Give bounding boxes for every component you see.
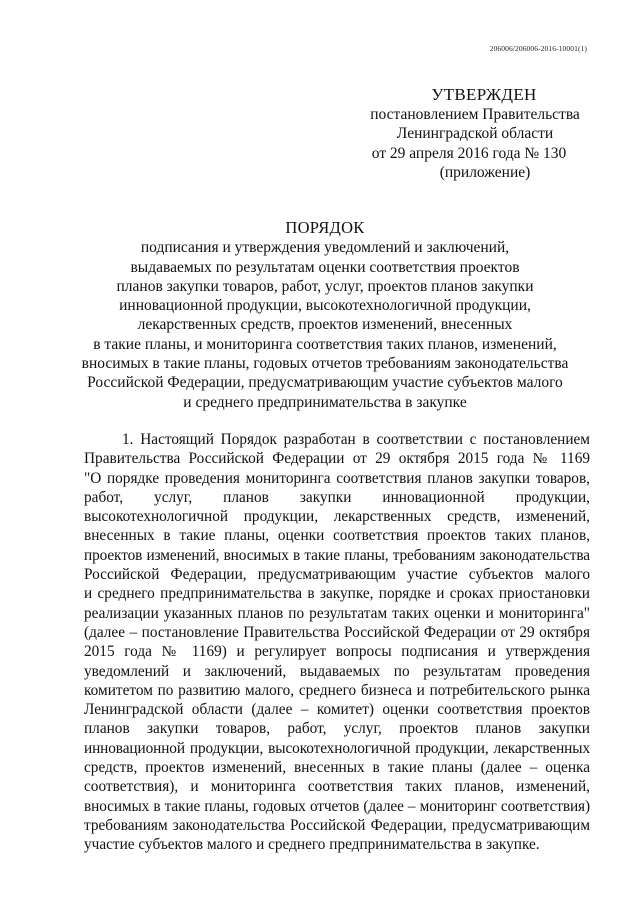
paragraph-line: Правительства Российской Федерации от 29 октября 2015 года № 1169 <box>84 450 590 468</box>
approval-line: постановлением Правительства <box>370 105 580 123</box>
paragraph-line: участие субъектов малого и среднего предпринимательства в закупке. <box>84 836 540 854</box>
heading-line: вносимых в такие планы, годовых отчетов требованиям законодательства <box>81 355 569 373</box>
paragraph-line: реализации указанных планов по результатам таких оценки и мониторинга" <box>84 604 590 622</box>
paragraph-line: Ленинградской области (далее – комитет) оценки соответствия проектов <box>84 701 590 719</box>
paragraph-line: планов закупки товаров, работ, услуг, проектов планов закупки <box>84 720 590 738</box>
heading-title: ПОРЯДОК <box>285 218 365 237</box>
paragraph-line: средств, проектов изменений, внесенных в такие планы (далее – оценка <box>84 759 590 777</box>
approval-line: Ленинградской области <box>396 125 554 142</box>
paragraph-line: работ, услуг, планов закупки инновационной продукции, <box>84 488 590 506</box>
approval-title: УТВЕРЖДЕН <box>431 85 537 104</box>
paragraph-line: высокотехнологичной продукции, лекарственных средств, изменений, <box>84 508 590 526</box>
approval-appendix-label: (приложение) <box>439 164 531 181</box>
paragraph-line: уведомлений и заключений, выдаваемых по результатам проведения <box>84 662 590 680</box>
heading-line: выдаваемых по результатам оценки соответствия проектов <box>130 258 520 276</box>
heading-line: планов закупки товаров, работ, услуг, проектов планов закупки <box>116 277 534 295</box>
paragraph-line: и среднего предпринимательства в закупке, порядке и сроках приостановки <box>84 585 590 603</box>
paragraph-line: требованиям законодательства Российской Федерации, предусматривающим <box>84 816 590 834</box>
paragraph-line: внесенных в такие планы, оценки соответствия проектов таких планов, <box>84 527 590 545</box>
paragraph-line: 1. Настоящий Порядок разработан в соответствии с постановлением <box>122 431 590 448</box>
paragraph-line: "О порядке проведения мониторинга соответствия планов закупки товаров, <box>84 469 590 487</box>
document-heading <box>60 218 590 412</box>
document-code: 206006/206006-2016-10001(1) <box>489 44 587 53</box>
heading-line: подписания и утверждения уведомлений и заключений, <box>140 239 510 257</box>
paragraph-line: соответствия), и мониторинга соответствия таких планов, изменений, <box>84 778 590 796</box>
paragraph-line: (далее – постановление Правительства Российской Федерации от 29 октября <box>84 623 590 641</box>
approval-stamp <box>360 85 590 183</box>
paragraph-line: Российской Федерации, предусматривающим участие субъектов малого <box>84 566 590 584</box>
heading-line: и среднего предпринимательства в закупке <box>183 393 467 411</box>
heading-line: в такие планы, и мониторинга соответствия таких планов, изменений, <box>93 335 557 353</box>
heading-line: лекарственных средств, проектов изменений, внесенных <box>137 316 513 334</box>
paragraph-line: вносимых в такие планы, годовых отчетов (далее – мониторинг соответствия) <box>84 797 590 815</box>
paragraph-line: комитетом по развитию малого, среднего бизнеса и потребительского рынка <box>84 681 590 699</box>
heading-line: Российской Федерации, предусматривающим участие субъектов малого <box>87 374 563 392</box>
paragraph-line: проектов изменений, вносимых в такие планы, требованиям законодательства <box>84 546 590 564</box>
paragraph-line: 2015 года № 1169) и регулирует вопросы подписания и утверждения <box>84 643 590 661</box>
heading-line: инновационной продукции, высокотехнологичной продукции, <box>119 297 531 315</box>
approval-date-line: от 29 апреля 2016 года № 130 <box>371 144 567 162</box>
paragraph-line: инновационной продукции, высокотехнологичной продукции, лекарственных <box>84 739 590 757</box>
paragraph-1 <box>84 430 590 855</box>
